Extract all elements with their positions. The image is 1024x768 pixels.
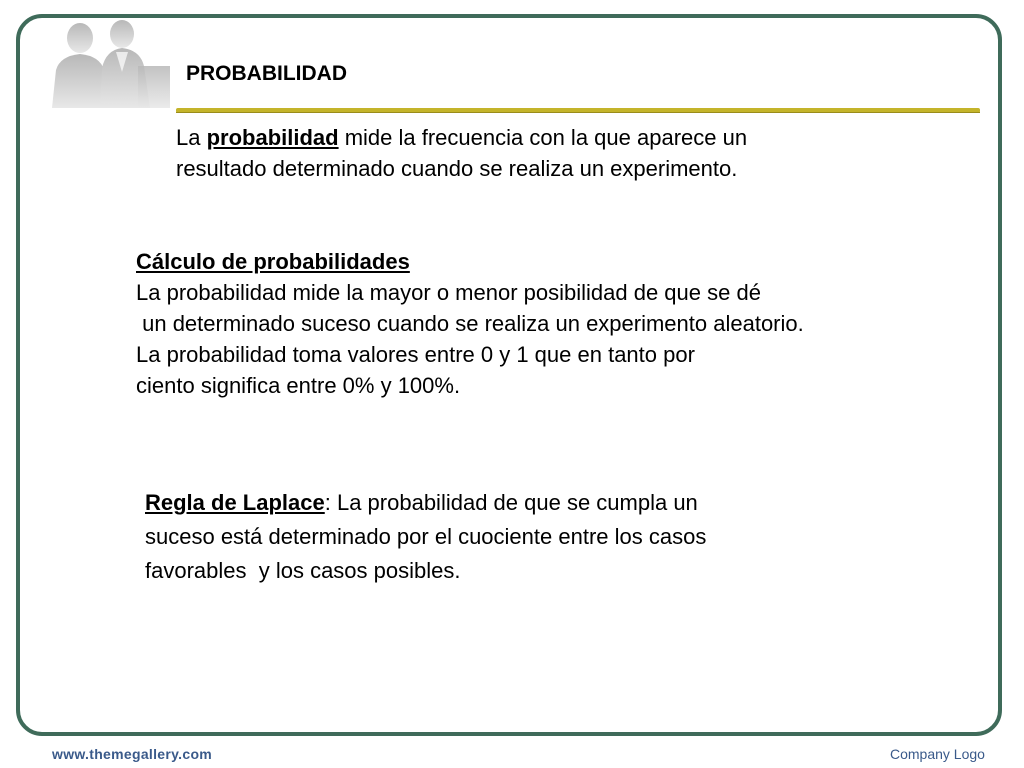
calculo-heading: Cálculo de probabilidades (136, 249, 410, 274)
footer-website: www.themegallery.com (52, 746, 213, 762)
calculo-line: un determinado suceso cuando se realiza un experimento aleatorio. (136, 311, 804, 336)
laplace-rest: : La probabilidad de que se cumpla un (324, 490, 698, 515)
laplace-line-1 (145, 486, 945, 520)
intro-term: probabilidad (206, 125, 339, 150)
calculo-line: La probabilidad toma valores entre 0 y 1 que en tanto por (136, 342, 695, 367)
title-underline-shadow (176, 112, 980, 113)
intro-prefix: La (176, 125, 207, 150)
laplace-term: Regla de Laplace (145, 490, 325, 515)
calculo-section (136, 246, 986, 401)
intro-rest: mide la frecuencia con la que aparece un (338, 125, 748, 150)
slide-title: PROBABILIDAD (186, 62, 347, 85)
laplace-line-3: favorables y los casos posibles. (145, 558, 461, 583)
footer-company-logo: Company Logo (890, 746, 985, 762)
laplace-line-2: suceso está determinado por el cuociente entre los casos (145, 524, 707, 549)
intro-line-1 (176, 122, 976, 153)
business-people-silhouette-icon (42, 18, 177, 108)
intro-line-2: resultado determinado cuando se realiza un experimento. (176, 156, 738, 181)
intro-paragraph (176, 122, 976, 184)
calculo-line: ciento significa entre 0% y 100%. (136, 373, 461, 398)
laplace-section (145, 486, 945, 588)
calculo-line: La probabilidad mide la mayor o menor posibilidad de que se dé (136, 280, 761, 305)
